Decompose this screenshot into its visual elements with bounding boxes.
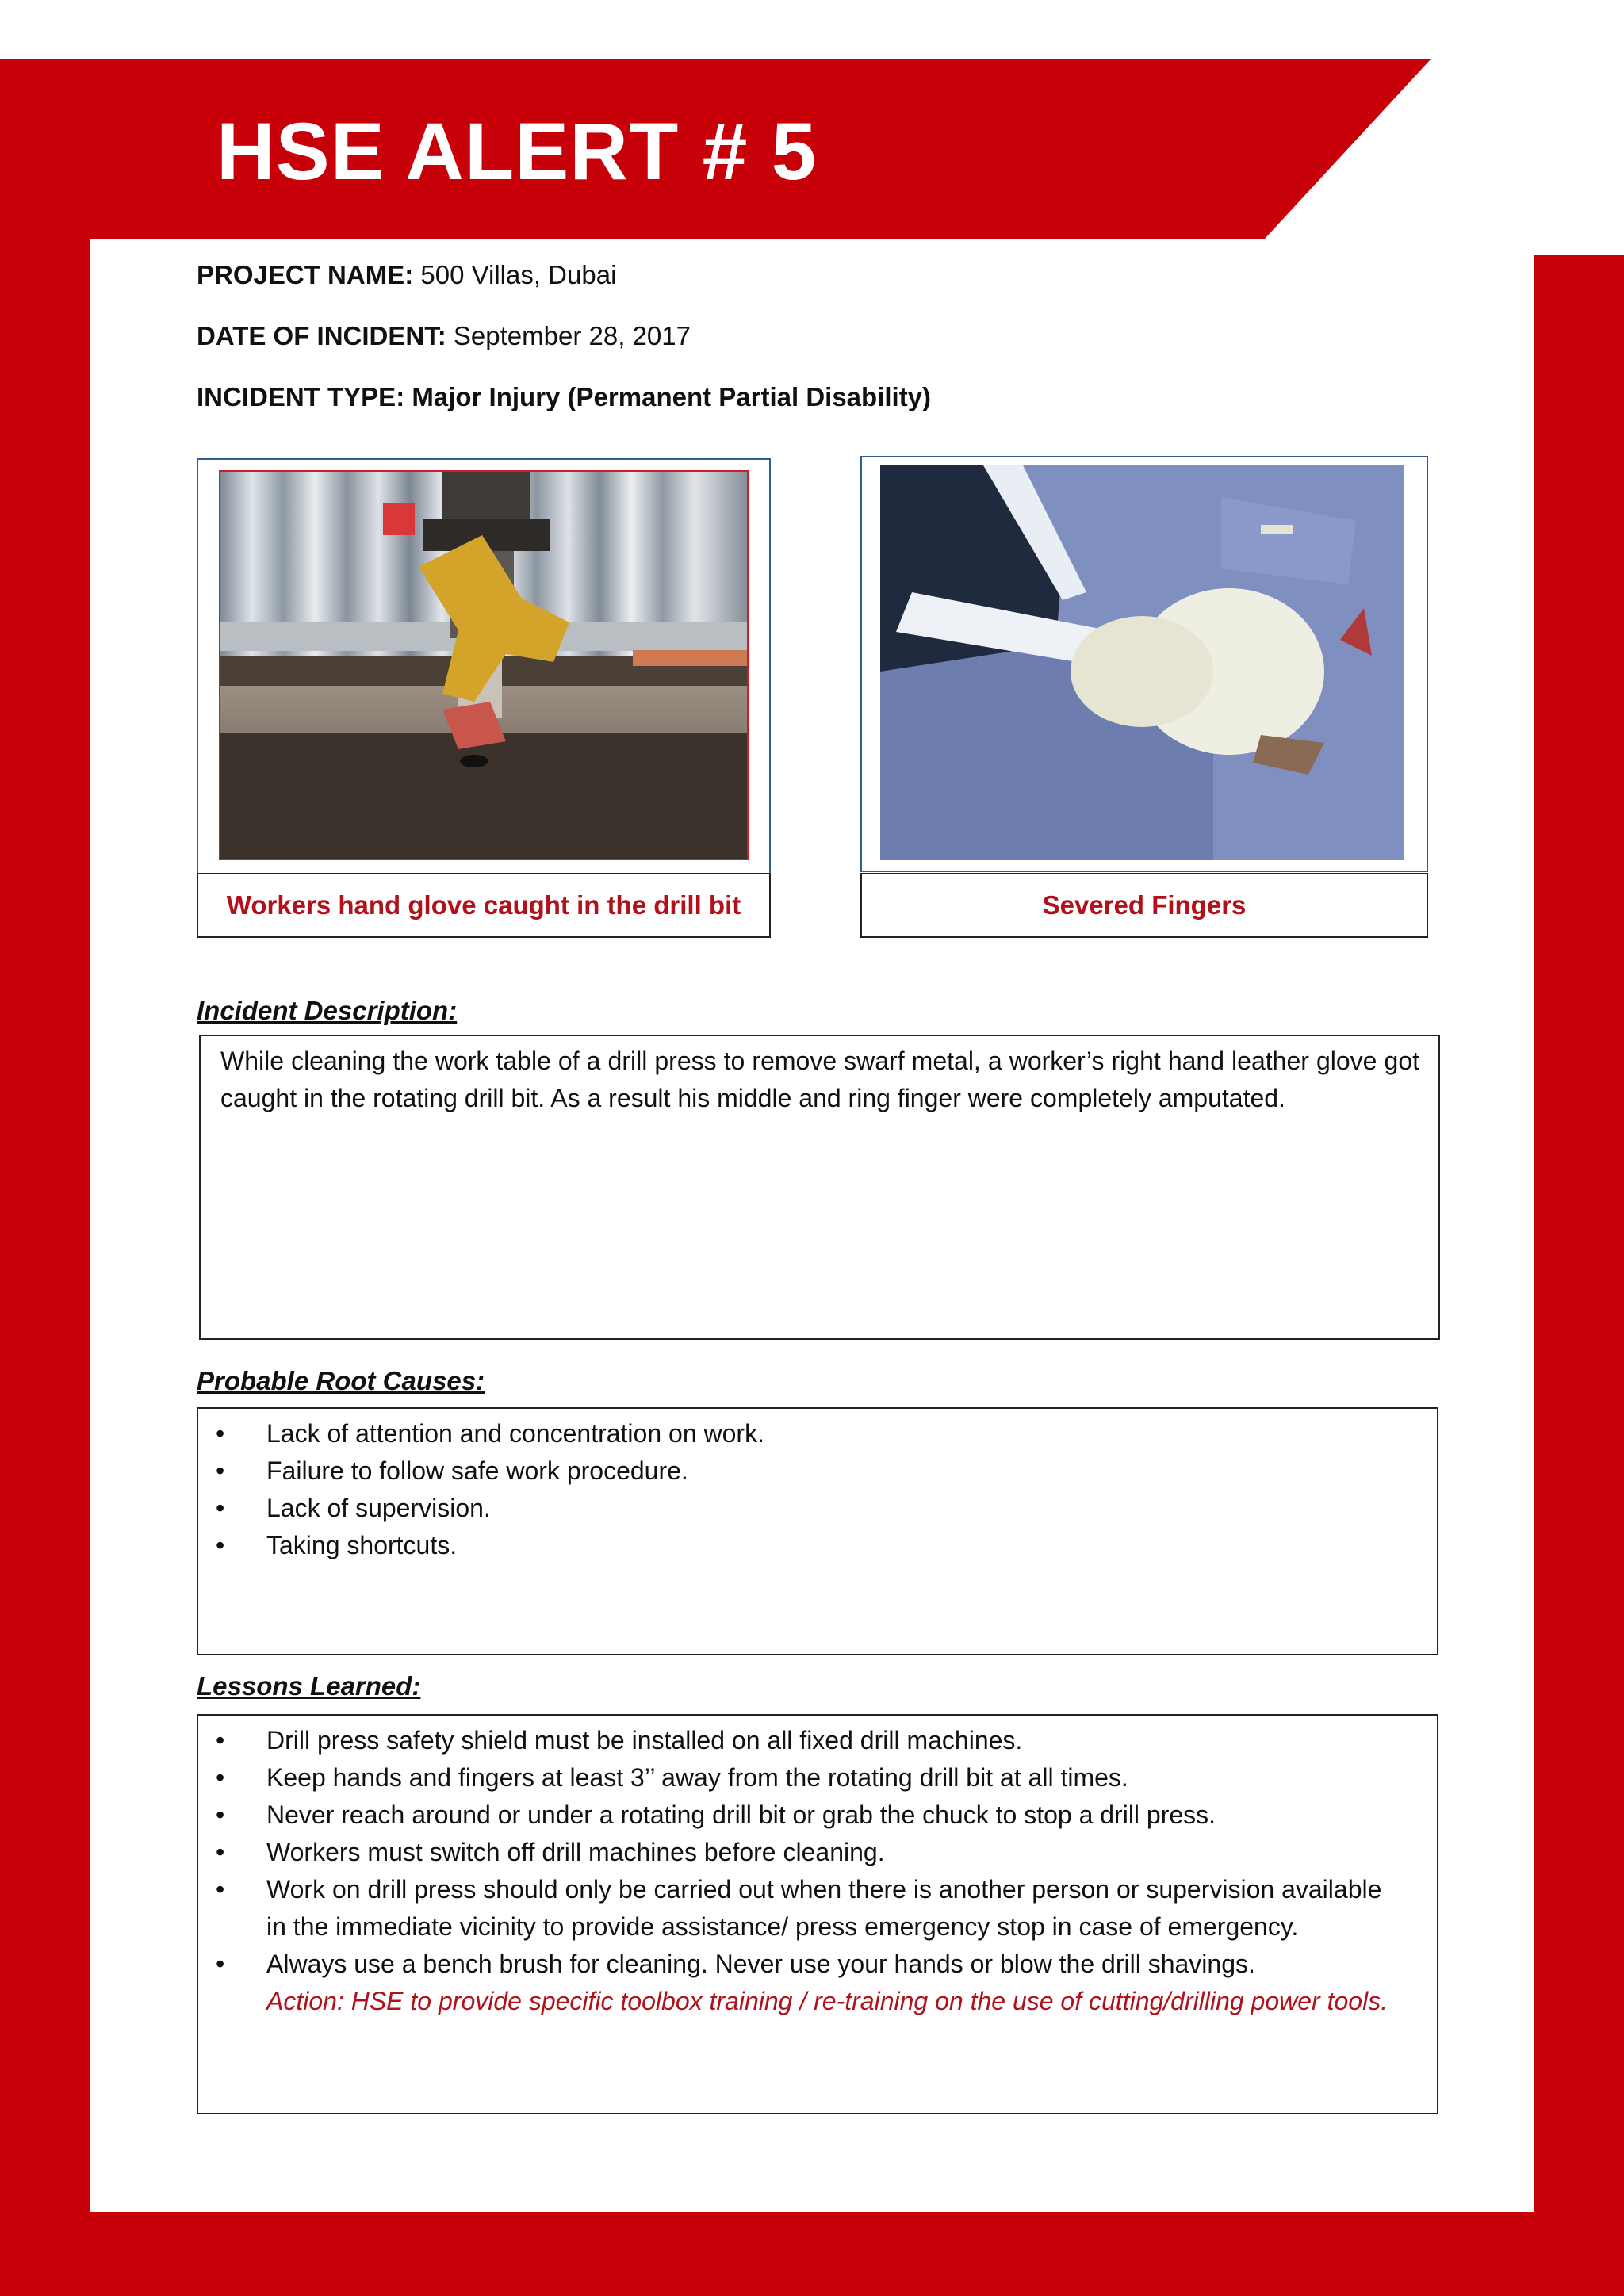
list-item: • Keep hands and fingers at least 3’’ away from the rotating drill bit at all times.: [198, 1759, 1405, 1797]
list-item: • Lack of attention and concentration on work.: [198, 1415, 1421, 1452]
bullet-icon: •: [216, 1531, 225, 1559]
list-item: • Always use a bench brush for cleaning. Never use your hands or blow the drill shavings. Action: HSE to provide specific toolbox training / re-training on the use of cutting/drilling power tools.: [198, 1946, 1405, 2020]
frame-right-border: [1534, 255, 1624, 2296]
photo-caption-hand: Severed Fingers: [860, 873, 1428, 938]
drill-press-photo: [219, 470, 749, 860]
incident-type: [197, 384, 931, 410]
incident-date-label: DATE OF INCIDENT:: [197, 321, 446, 350]
lessons-learned-box: [197, 1714, 1438, 2114]
incident-type-value: Major Injury (Permanent Partial Disability): [412, 382, 932, 411]
project-name-label: PROJECT NAME:: [197, 260, 414, 289]
list-item: • Taking shortcuts.: [198, 1527, 1421, 1564]
alert-title: HSE ALERT # 5: [216, 106, 818, 197]
lessons-learned-list: [198, 1722, 1405, 2020]
project-name-value: 500 Villas, Dubai: [420, 260, 617, 289]
bullet-icon: •: [216, 1763, 225, 1792]
bullet-icon: •: [216, 1950, 225, 1978]
list-item: • Failure to follow safe work procedure.: [198, 1452, 1421, 1490]
list-item: • Lack of supervision.: [198, 1490, 1421, 1527]
incident-date-value: September 28, 2017: [453, 321, 691, 350]
incident-description-box: [199, 1035, 1440, 1340]
project-name: [197, 262, 616, 288]
bullet-icon: •: [216, 1838, 225, 1866]
incident-type-label: INCIDENT TYPE:: [197, 382, 405, 411]
bullet-icon: •: [216, 1726, 225, 1755]
bullet-icon: •: [216, 1419, 225, 1448]
action-note: Action: HSE to provide specific toolbox training / re-training on the use of cutting/drilling power tools.: [266, 1987, 1388, 2015]
incident-date: [197, 323, 691, 349]
lessons-learned-heading: Lessons Learned:: [197, 1671, 421, 1701]
root-causes-list: [198, 1415, 1421, 1564]
incident-description-text: While cleaning the work table of a drill press to remove swarf metal, a worker’s right hand leather glove got caught in the rotating drill bit. As a result his middle and ring finger were completely amputated.: [220, 1047, 1419, 1112]
root-causes-heading: Probable Root Causes:: [197, 1366, 485, 1395]
list-item: • Drill press safety shield must be installed on all fixed drill machines.: [198, 1722, 1405, 1759]
list-item: • Workers must switch off drill machines before cleaning.: [198, 1834, 1405, 1871]
frame-left-border: [0, 238, 90, 2212]
bullet-icon: •: [216, 1456, 225, 1485]
list-item: • Work on drill press should only be carried out when there is another person or supervision available in the immediate vicinity to provide assistance/ press emergency stop in case of emergency.: [198, 1871, 1405, 1946]
bullet-icon: •: [216, 1494, 225, 1522]
incident-description-heading: Incident Description:: [197, 996, 458, 1025]
frame-bottom-border: [0, 2212, 1624, 2296]
root-causes-box: [197, 1407, 1438, 1655]
bullet-icon: •: [216, 1875, 225, 1904]
list-item: • Never reach around or under a rotating drill bit or grab the chuck to stop a drill press.: [198, 1797, 1405, 1834]
photo-caption-drill: Workers hand glove caught in the drill bit: [197, 873, 771, 938]
bullet-icon: •: [216, 1800, 225, 1829]
severed-fingers-photo: [880, 465, 1404, 860]
